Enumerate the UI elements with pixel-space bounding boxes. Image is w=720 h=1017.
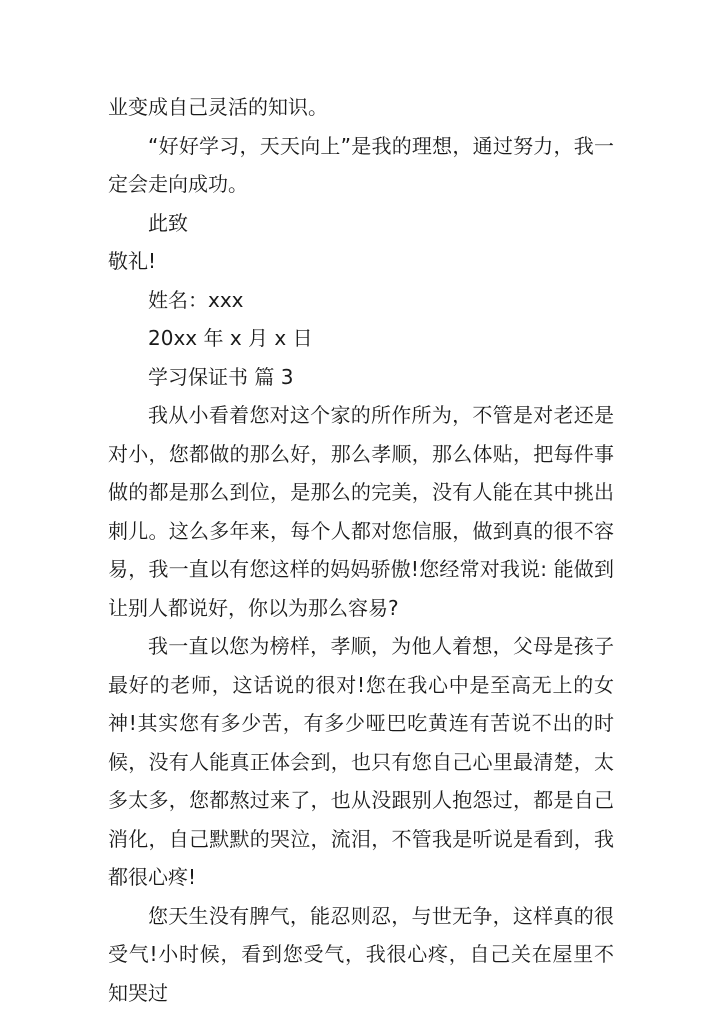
closing-salutation: 此致 (148, 210, 188, 235)
document-body (108, 88, 614, 1012)
section-heading: 学习保证书 篇 3 (148, 364, 294, 389)
signature-name: 姓名：xxx (148, 287, 244, 312)
signature-date: 20xx 年 x 月 x 日 (148, 326, 313, 350)
paragraph-1: 业变成自己灵活的知识。 (108, 95, 328, 119)
closing-regards: 敬礼! (108, 249, 157, 273)
paragraph-4: 我一直以您为榜样，孝顺，为他人着想，父母是孩子最好的老师，这话说的很对!您在我心中是至高无上的女神!其实您有多少苦，有多少哑巴吃黄连有苦说不出的时候，没有人能真正体会到，也只有您自己心里最清楚，太多太多，您都熬过来了，也从没跟别人抱怨过，都是自己消化，自己默默的哭泣，流泪，不管我是听说是看到，我都很心疼! (108, 634, 614, 889)
paragraph-5: 您天生没有脾气，能忍则忍，与世无争，这样真的很受气!小时候，看到您受气，我很心疼，自己关在屋里不知哭过 (108, 903, 614, 1005)
paragraph-2: “好好学习，天天向上”是我的理想，通过努力，我一定会走向成功。 (108, 133, 614, 196)
paragraph-3: 我从小看着您对这个家的所作所为，不管是对老还是对小，您都做的那么好，那么孝顺，那么体贴，把每件事做的都是那么到位，是那么的完美，没有人能在其中挑出刺儿。这么多年来，每个人都对您信服，做到真的很不容易，我一直以有您这样的妈妈骄傲!您经常对我说: 能做到让别人都说好，你以为那么容易? (108, 403, 614, 620)
